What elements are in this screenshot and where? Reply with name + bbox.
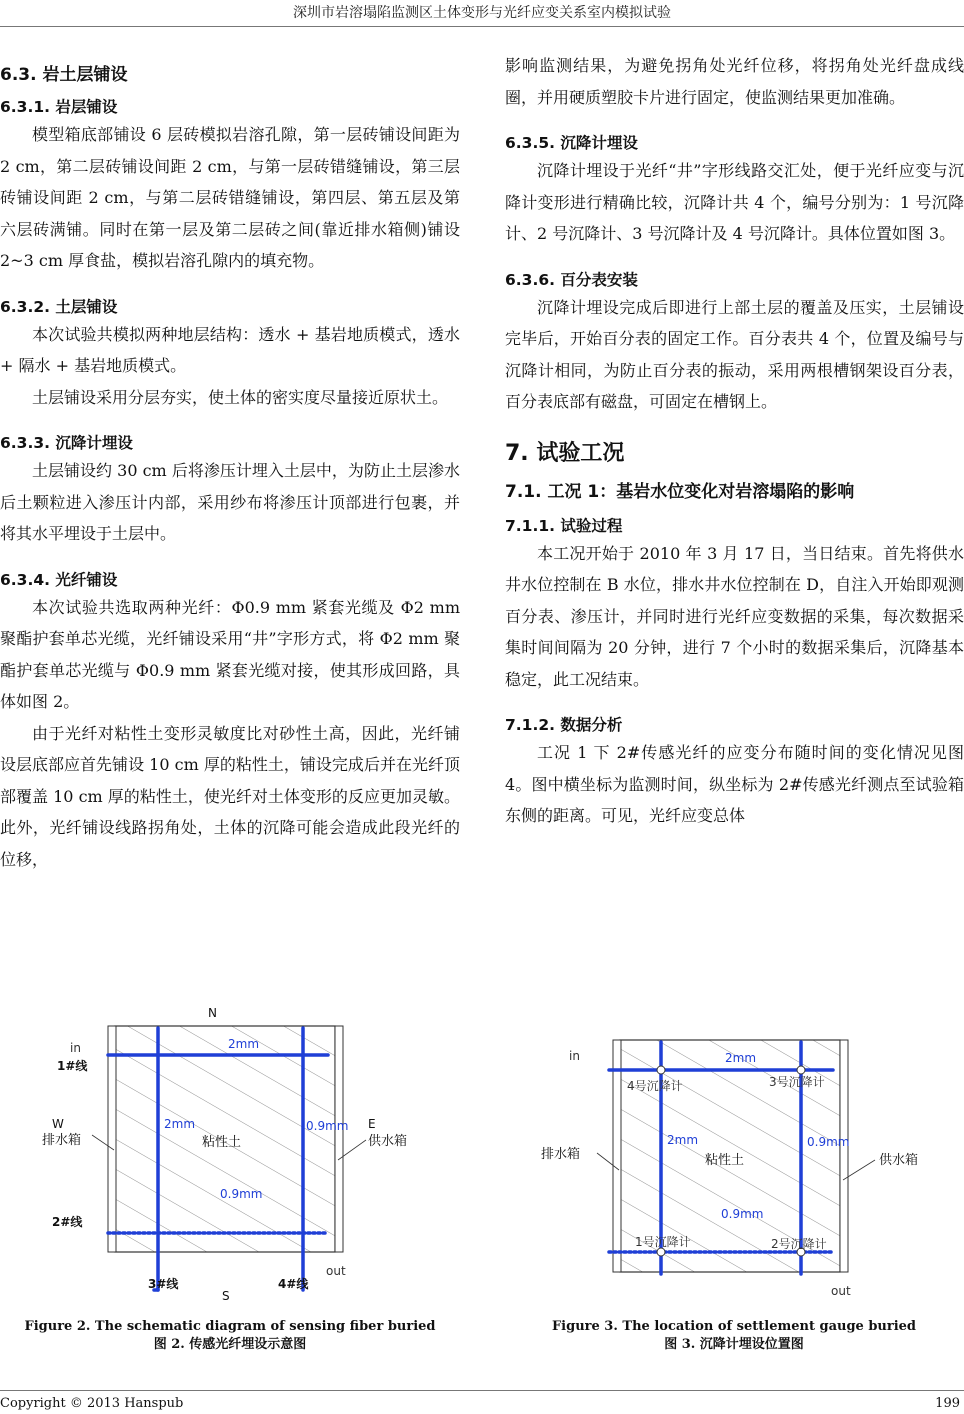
label-fiber-09-right: 0.9mm (807, 1135, 850, 1149)
gauge-4-marker (657, 1066, 665, 1074)
paragraph-7-1-1: 本工况开始于 2010 年 3 月 17 日，当日结束。首先将供水井水位控制在 B 水位，排水井水位控制在 D，自注入开始即观测百分表、渗压计，并同时进行光纤应变数据的采集，每次数据采集时间间隔为 20 分钟，进行 7 个小时的数据采集后，沉降基本稳定，此工况结束。 (505, 543, 964, 689)
section-heading-6-3: 6.3. 岩土层铺设 (0, 65, 128, 85)
supply-box-wall (335, 1026, 343, 1252)
label-clay: 粘性土 (202, 1135, 242, 1150)
label-line-1: 1#线 (57, 1059, 88, 1073)
footer-rule (0, 1390, 964, 1391)
section-heading-7: 7. 试验工况 (505, 440, 625, 466)
paragraph-6-3-3: 土层铺设约 30 cm 后将渗压计埋入土层中，为防止土层渗水后土颗粒进入渗压计内部，采用纱布将渗压计顶部进行包裹，并将其水平埋设于土层中。 (0, 461, 460, 543)
figure-3-caption (504, 1318, 964, 1354)
paragraph-7-1-2: 工况 1 下 2#传感光纤的应变分布随时间的变化情况见图 4。图中横坐标为监测时间，纵坐标为 2#传感光纤测点至试验箱东侧的距离。可见，光纤应变总体 (505, 743, 964, 825)
section-heading-6-3-2: 6.3.2. 土层铺设 (0, 297, 118, 316)
running-head: 深圳市岩溶塌陷监测区土体变形与光纤应变关系室内模拟试验 (293, 5, 671, 21)
label-gauge-2: 2号沉降计 (771, 1237, 827, 1251)
label-supply-box: 供水箱 (879, 1153, 919, 1168)
figure-3-caption-zh: 图 3. 沉降计埋设位置图 (664, 1337, 804, 1352)
header-rule (0, 26, 964, 27)
label-south: S (222, 1289, 230, 1303)
label-north: N (208, 1006, 217, 1020)
paragraph-6-3-2-b: 土层铺设采用分层夯实，使土体的密实度尽量接近原状土。 (32, 387, 449, 407)
section-heading-7-1-2: 7.1.2. 数据分析 (505, 716, 623, 734)
label-in: in (70, 1041, 81, 1055)
label-out: out (831, 1284, 851, 1298)
label-west: W (52, 1117, 64, 1131)
figure-3-caption-en: Figure 3. The location of settlement gauge buried (551, 1319, 917, 1334)
section-heading-6-3-3: 6.3.3. 沉降计埋设 (0, 434, 133, 452)
section-heading-6-3-5: 6.3.5. 沉降计埋设 (505, 134, 638, 152)
right-column (505, 50, 964, 832)
label-fiber-2mm-top: 2mm (725, 1051, 757, 1065)
section-heading-6-3-1: 6.3.1. 岩层铺设 (0, 98, 118, 116)
figure-2 (30, 1000, 430, 1305)
label-gauge-4: 4号沉降计 (627, 1079, 683, 1093)
paragraph-6-3-4-b: 由于光纤对粘性土变形灵敏度比对砂性土高，因此，光纤铺设层底部应首先铺设 10 cm 厚的粘性土，铺设完成后并在光纤顶部覆盖 10 cm 厚的粘性土，使光纤对土体变形的反应更加灵敏。此外，光纤铺设线路拐角处，土体的沉降可能会造成此段光纤的位移， (0, 723, 460, 869)
section-heading-6-3-4: 6.3.4. 光纤铺设 (0, 570, 118, 589)
label-fiber-09-right: 0.9mm (306, 1119, 349, 1133)
figure-2-caption-en: Figure 2. The schematic diagram of sensing fiber buried (24, 1319, 436, 1334)
label-in: in (569, 1049, 580, 1063)
supply-box-wall (840, 1040, 848, 1272)
section-heading-6-3-6: 6.3.6. 百分表安装 (505, 270, 638, 289)
figure-2-caption (0, 1318, 460, 1354)
drain-box-wall (613, 1040, 621, 1272)
label-fiber-2mm-left: 2mm (667, 1133, 699, 1147)
drain-box-wall (108, 1026, 116, 1252)
label-line-2: 2#线 (52, 1215, 83, 1229)
label-line-3: 3#线 (148, 1277, 179, 1291)
label-fiber-2mm-left: 2mm (164, 1117, 196, 1131)
label-east: E (368, 1117, 376, 1131)
paragraph-6-3-5: 沉降计埋设于光纤“井”字形线路交汇处，便于光纤应变与沉降计变形进行精确比较，沉降计共 4 个，编号分别为：1 号沉降计、2 号沉降计、3 号沉降计及 4 号沉降计。具体位置如图 3。 (505, 161, 964, 243)
label-out: out (326, 1264, 346, 1278)
label-fiber-09-bottom: 0.9mm (220, 1187, 263, 1201)
figure-2-caption-zh: 图 2. 传感光纤埋设示意图 (153, 1337, 307, 1352)
gauge-3-marker (797, 1066, 805, 1074)
paragraph-6-3-6: 沉降计埋设完成后即进行上部土层的覆盖及压实，土层铺设完毕后，开始百分表的固定工作。百分表共 4 个，位置及编号与沉降计相同，为防止百分表的振动，采用两根槽钢架设百分表，百分表底部有磁盘，可固定在槽钢上。 (505, 297, 964, 411)
label-gauge-1: 1号沉降计 (635, 1235, 691, 1249)
label-fiber-09-bottom: 0.9mm (721, 1207, 764, 1221)
paragraph-6-3-1: 模型箱底部铺设 6 层砖模拟岩溶孔隙，第一层砖铺设间距为 2 cm，第二层砖铺设间距 2 cm，与第一层砖错缝铺设，第三层砖铺设间距 2 cm，与第二层砖错缝铺设，第四层、第五层及第六层砖满铺。同时在第一层及第二层砖之间(靠近排水箱侧)铺设 2~3 cm 厚食盐，模拟岩溶孔隙内的填充物。 (0, 125, 460, 270)
label-clay: 粘性土 (705, 1153, 745, 1168)
gauge-1-marker (657, 1248, 665, 1256)
paragraph-6-3-4-a: 本次试验共选取两种光纤：Φ0.9 mm 紧套光缆及 Φ2 mm 聚酯护套单芯光缆，光纤铺设采用“井”字形方式，将 Φ2 mm 聚酯护套单芯光缆与 Φ0.9 mm 紧套光缆对接，使其形成回路，具体如图 2。 (0, 597, 460, 711)
label-fiber-2mm-top: 2mm (228, 1037, 260, 1051)
section-heading-7-1-1: 7.1.1. 试验过程 (505, 516, 623, 535)
left-column (0, 50, 460, 875)
label-line-4: 4#线 (278, 1277, 309, 1291)
label-drain-box: 排水箱 (541, 1147, 581, 1162)
footer-copyright: Copyright © 2013 Hanspub (0, 1396, 184, 1411)
label-drain-box: 排水箱 (42, 1133, 82, 1148)
figure-3 (535, 1030, 935, 1310)
section-heading-7-1: 7.1. 工况 1：基岩水位变化对岩溶塌陷的影响 (505, 481, 855, 502)
paragraph-continued: 影响监测结果，为避免拐角处光纤位移，将拐角处光纤盘成线圈，并用硬质塑胶卡片进行固定，使监测结果更加准确。 (505, 56, 964, 107)
label-gauge-3: 3号沉降计 (769, 1075, 825, 1089)
footer-page-number: 199 (935, 1396, 960, 1411)
paragraph-6-3-2-a: 本次试验共模拟两种地层结构：透水 + 基岩地质模式，透水 + 隔水 + 基岩地质模式。 (0, 324, 460, 375)
label-supply-box: 供水箱 (368, 1134, 408, 1149)
